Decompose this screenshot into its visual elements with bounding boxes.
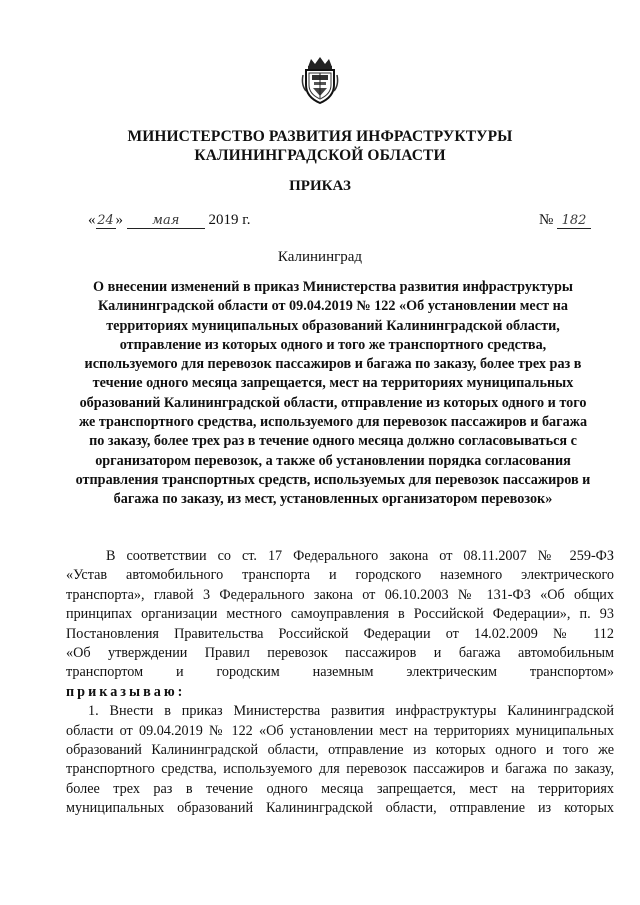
- item1-line: транспортного средства, используемого для перевозок пассажиров и багажа по заказу,: [66, 761, 614, 778]
- date-year: 2019 г.: [208, 212, 251, 228]
- subject-line: отправления транспортных средств, используемых для перевозок пассажиров и: [75, 471, 591, 488]
- date-month: мая: [127, 213, 205, 229]
- preamble-line: транспортом и городским наземным электрическим транспортом»: [66, 664, 614, 681]
- subject-line: используемого для перевозок пассажиров и багажа по заказу, более трех раз в: [84, 356, 582, 373]
- item1-line: муниципальных образований Калининградской области, отправление из которых: [66, 800, 614, 817]
- order-number: [539, 212, 591, 229]
- preamble-line: «Устав автомобильного транспорта и городского наземного электрического: [66, 567, 614, 584]
- preamble-line: транспорта», главой 3 Федерального закона от 06.10.2003 № 131-ФЗ «Об общих: [66, 586, 614, 603]
- order-date: [88, 212, 250, 229]
- document-type-title: ПРИКАЗ: [289, 178, 351, 194]
- subject-line: Калининградской области от 09.04.2019 № 122 «Об установлении мест на: [98, 298, 568, 315]
- subject-line: территориях муниципальных образований Калининградской области,: [106, 317, 560, 334]
- subject-line: организатором перевозок, а также об установлении порядка согласования: [95, 452, 571, 469]
- preamble-line: «Об утверждении Правил перевозок пассажиров и багажа автомобильным: [66, 645, 614, 662]
- preamble-line: принципах организации местного самоуправления в Российской Федерации», п. 93: [66, 606, 614, 623]
- subject-line: О внесении изменений в приказ Министерства развития инфраструктуры: [93, 279, 573, 295]
- order-body: [66, 547, 614, 819]
- preamble-line: Постановления Правительства Российской Федерации от 14.02.2009 № 112: [66, 625, 614, 642]
- subject-line: образований Калининградской области, отправление из которых одного и того: [79, 394, 587, 411]
- kaliningrad-coat-of-arms-icon: [300, 55, 340, 105]
- city-name: Калининград: [277, 249, 363, 265]
- date-open-quote: «: [88, 212, 96, 228]
- preamble-line: В соответствии со ст. 17 Федерального закона от 08.11.2007 № 259-ФЗ: [106, 548, 614, 564]
- subject-line: течение одного месяца запрещается, мест на территориях муниципальных: [92, 375, 574, 392]
- date-close-quote: »: [115, 212, 123, 228]
- item1-line: более трех раз в течение одного месяца запрещается, мест на территориях: [66, 780, 614, 797]
- item1-line: области от 09.04.2019 № 122 «Об установлении мест на территориях муниципальных: [66, 722, 614, 739]
- item1-line: 1. Внести в приказ Министерства развития инфраструктуры Калининградской: [88, 703, 614, 720]
- subject-line: по заказу, более трех раз в течение одного месяца должно согласовываться с: [89, 433, 577, 450]
- item1-line: образований Калининградской области, отправление из которых одного и того же: [66, 742, 614, 759]
- date-day: 24: [97, 213, 114, 228]
- ministry-name-line2: КАЛИНИНГРАДСКОЙ ОБЛАСТИ: [194, 147, 446, 164]
- subject-line: багажа по заказу, из мест, установленных организатором перевозок»: [113, 491, 553, 508]
- number-label: №: [539, 212, 554, 228]
- subject-line: отправление из которых одного и того же транспортного средства,: [119, 336, 547, 353]
- ministry-name-line1: МИНИСТЕРСТВО РАЗВИТИЯ ИНФРАСТРУКТУРЫ: [127, 128, 513, 145]
- order-subject: [58, 278, 608, 510]
- number-value: 182: [557, 213, 591, 229]
- subject-line: же транспортного средства, используемого для перевозок пассажиров и багажа: [78, 414, 588, 431]
- order-word: приказываю:: [66, 683, 186, 700]
